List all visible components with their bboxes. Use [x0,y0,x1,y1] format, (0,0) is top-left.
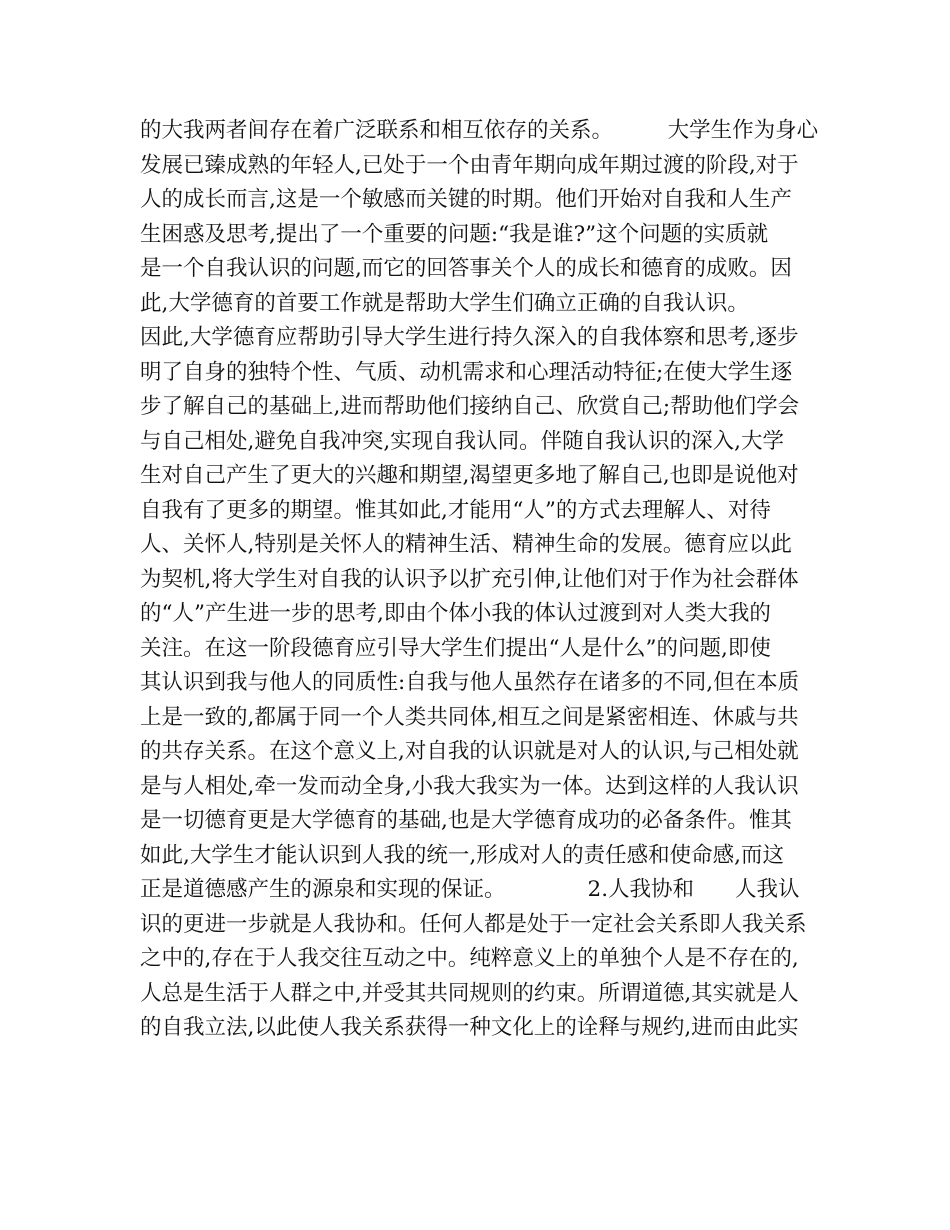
text-line: 关注。在这一阶段德育应引导大学生们提出“人是什么”的问题,即使 [140,635,771,661]
text-line: 上是一致的,都属于同一个人类共同体,相互之间是紧密相连、休戚与共 [140,704,799,730]
text-line: 之中的,存在于人我交往互动之中。纯粹意义上的单独个人是不存在的, [140,946,799,971]
text-line: 是一个自我认识的问题,而它的回答事关个人的成长和德育的成败。因 [140,256,792,281]
text-line: 人的成长而言,这是一个敏感而关键的时期。他们开始对自我和人生产 [140,187,792,212]
text-line: 自我有了更多的期望。惟其如此,才能用“人”的方式去理解人、对待 [140,497,771,523]
body-text [140,114,820,1046]
text-line: 是与人相处,牵一发而动全身,小我大我实为一体。达到这样的人我认识 [140,773,799,799]
text-line: 识的更进一步就是人我协和。任何人都是处于一定社会关系即人我关系 [140,911,807,937]
text-line: 其认识到我与他人的同质性:自我与他人虽然存在诸多的不同,但在本质 [140,670,800,695]
text-line: 与自己相处,避免自我冲突,实现自我认同。伴随自我认识的深入,大学 [140,428,785,454]
text-line: 发展已臻成熟的年轻人,已处于一个由青年期向成年期过渡的阶段,对于 [140,152,799,178]
text-line: 正是道德感产生的源泉和实现的保证。 2.人我协和 人我认 [140,877,800,902]
text-line: 是一切德育更是大学德育的基础,也是大学德育成功的必备条件。惟其 [140,808,792,833]
text-line: 人、关怀人,特别是关怀人的精神生活、精神生命的发展。德育应以此 [140,532,792,557]
text-line: 步了解自己的基础上,进而帮助他们接纳自己、欣赏自己;帮助他们学会 [140,394,800,419]
text-line: 明了自身的独特个性、气质、动机需求和心理活动特征;在使大学生逐 [140,359,793,385]
text-line: 的大我两者间存在着广泛联系和相互依存的关系。 大学生作为身心 [140,118,819,143]
text-line: 的自我立法,以此使人我关系获得一种文化上的诠释与规约,进而由此实 [140,1015,799,1040]
text-line: 的共存关系。在这个意义上,对自我的认识就是对人的认识,与己相处就 [140,739,799,764]
text-line: 为契机,将大学生对自我的认识予以扩充引伸,让他们对于作为社会群体 [140,566,799,592]
text-line: 如此,大学生才能认识到人我的统一,形成对人的责任感和使命感,而这 [140,842,785,868]
text-line: 此,大学德育的首要工作就是帮助大学生们确立正确的自我认识。 [140,290,749,316]
text-line: 因此,大学德育应帮助引导大学生进行持久深入的自我体察和思考,逐步 [140,325,799,350]
text-line: 的“人”产生进一步的思考,即由个体小我的体认过渡到对人类大我的 [140,601,771,626]
text-line: 生困惑及思考,提出了一个重要的问题:“我是谁?”这个问题的实质就 [140,221,769,247]
text-line: 人总是生活于人群之中,并受其共同规则的约束。所谓道德,其实就是人 [140,980,799,1006]
text-line: 生对自己产生了更大的兴趣和期望,渴望更多地了解自己,也即是说他对 [140,463,799,488]
